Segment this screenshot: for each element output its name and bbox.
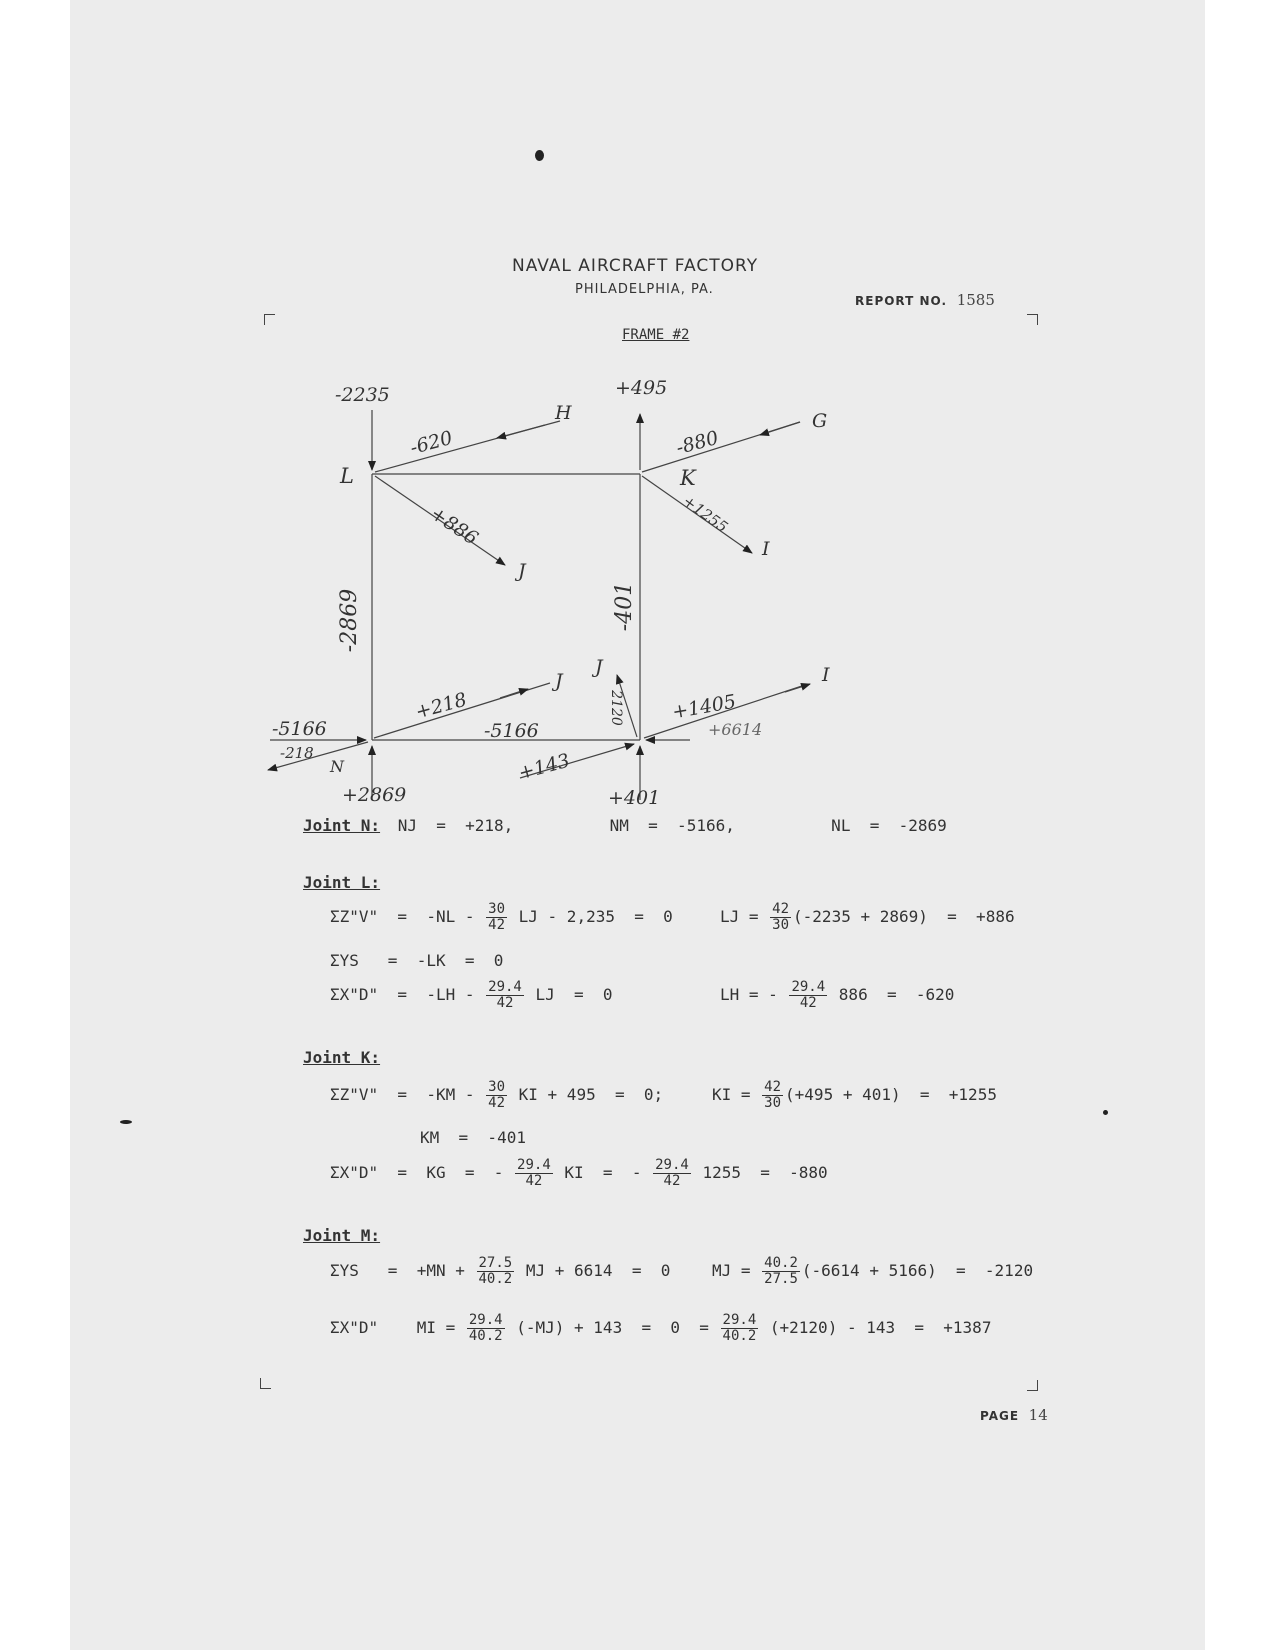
eq-text: (+2120) - 143 = +1387 [769, 1318, 992, 1337]
label-L-load: -2235 [335, 384, 390, 406]
fraction: $\frac{29.4}{42}$ [488, 979, 522, 1011]
fraction: $\frac{42}{30}$ [772, 901, 790, 933]
label-KM: -401 [612, 581, 638, 632]
label-LJ: +886 [426, 502, 482, 550]
label-N-left: -5166 [272, 718, 327, 740]
node-I-upper: I [762, 538, 770, 560]
label-NJ: +218 [413, 688, 470, 724]
fraction: $\frac{30}{42}$ [488, 1079, 505, 1111]
joint-k-eq2: KM = -401 [420, 1128, 526, 1147]
label-MJ: 2120 [607, 690, 624, 726]
label-KG: -880 [673, 426, 721, 460]
joint-k-eq3 [330, 1158, 828, 1189]
eq-text: ΣZ"V" = -NL - [330, 907, 475, 926]
joint-l-eq3 [330, 980, 613, 1011]
member-MI-head [785, 684, 810, 692]
label-N-reaction: +2869 [342, 784, 407, 806]
eq-text: (-6614 + 5166) = -2120 [801, 1261, 1034, 1280]
fraction: $\frac{29.4}{42}$ [791, 979, 826, 1011]
joint-l-eq1 [330, 902, 673, 933]
node-J-mid: J [595, 656, 603, 678]
eq-text: KI + 495 = 0; [518, 1085, 664, 1104]
eq-text: (-2235 + 2869) = +886 [793, 907, 1015, 926]
eq-text: LJ - 2,235 = 0 [518, 907, 673, 926]
eq-text: ΣX"D" = -LH - [330, 985, 475, 1004]
joint-n-title: Joint N: [303, 816, 381, 835]
joint-l-title: Joint L: [303, 873, 381, 892]
fraction: $\frac{27.5}{40.2}$ [478, 1255, 513, 1287]
joint-l-eq2: ΣYS = -LK = 0 [330, 951, 504, 970]
joint-m-eq2 [330, 1313, 991, 1344]
fraction: $\frac{29.4}{40.2}$ [468, 1312, 503, 1344]
node-H: H [555, 402, 572, 424]
eq-text: ΣZ"V" = -KM - [330, 1085, 475, 1104]
eq-text: LH = - [720, 985, 778, 1004]
eq-text: KI = [712, 1085, 751, 1104]
node-K: K [680, 466, 696, 490]
fraction: $\frac{29.4}{42}$ [517, 1157, 551, 1189]
label-NM-bottom: -5166 [484, 720, 539, 742]
joint-k-eq1 [330, 1080, 663, 1111]
page-no: 14 [1028, 1406, 1048, 1424]
node-J-lower: J [555, 670, 563, 692]
eq-text: LJ = 0 [535, 985, 613, 1004]
frame-title: FRAME #2 [622, 327, 690, 343]
eq-text: ΣX"D" MI = [330, 1318, 456, 1337]
eq-text: KI = - [564, 1163, 642, 1182]
eq-text: 886 = -620 [838, 985, 955, 1004]
joint-n-values: NJ = +218, NM = -5166, NL = -2869 [397, 816, 947, 835]
eq-text: 1255 = -880 [702, 1163, 828, 1182]
joint-m-eq1 [330, 1256, 670, 1287]
label-K-load: +495 [615, 377, 668, 399]
fraction: $\frac{29.4}{42}$ [655, 1157, 689, 1189]
label-N-218: -218 [280, 744, 314, 762]
member-KG-head [760, 422, 800, 435]
eq-text: MJ = [712, 1261, 751, 1280]
label-KI: +1255 [679, 491, 732, 537]
node-G: G [812, 410, 828, 432]
label-LN: -2869 [337, 588, 363, 653]
page-label: PAGE [980, 1409, 1020, 1423]
joint-n-line [303, 816, 947, 835]
report-no: 1585 [956, 291, 995, 309]
eq-text: (+495 + 401) = +1255 [785, 1085, 997, 1104]
joint-l-eq3-result [720, 980, 954, 1011]
joint-m-eq1-result [712, 1256, 1033, 1287]
label-M-reaction: +401 [608, 787, 661, 809]
header-title: NAVAL AIRCRAFT FACTORY [512, 256, 759, 276]
label-M-143: +143 [516, 749, 573, 785]
fraction: $\frac{42}{30}$ [764, 1079, 782, 1111]
header-subtitle: PHILADELPHIA, PA. [575, 282, 714, 297]
node-J-upper: J [518, 560, 526, 582]
joint-m-title: Joint M: [303, 1226, 381, 1245]
joint-k-title: Joint K: [303, 1048, 381, 1067]
page-number [980, 1405, 1048, 1424]
report-label: REPORT NO. [855, 294, 948, 308]
eq-text: (-MJ) + 143 = 0 = [516, 1318, 709, 1337]
eq-text: ΣX"D" = KG = - [330, 1163, 504, 1182]
member-NJ-head [500, 689, 528, 698]
fraction: $\frac{40.2}{27.5}$ [764, 1255, 798, 1287]
member-LH-head [497, 421, 560, 438]
joint-k-eq1-result [712, 1080, 997, 1111]
label-LH: -620 [407, 426, 455, 460]
node-I-lower: I [822, 664, 830, 686]
node-L: L [340, 464, 354, 488]
fraction: $\frac{30}{42}$ [488, 901, 505, 933]
label-MI: +1405 [670, 690, 738, 724]
joint-l-eq1-result [720, 902, 1015, 933]
node-N: N [330, 757, 344, 776]
eq-text: ΣYS = +MN + [330, 1261, 465, 1280]
eq-text: MJ + 6614 = 0 [525, 1261, 671, 1280]
eq-text: LJ = [720, 907, 759, 926]
fraction: $\frac{29.4}{40.2}$ [722, 1312, 757, 1344]
label-M-6614: +6614 [708, 720, 763, 739]
